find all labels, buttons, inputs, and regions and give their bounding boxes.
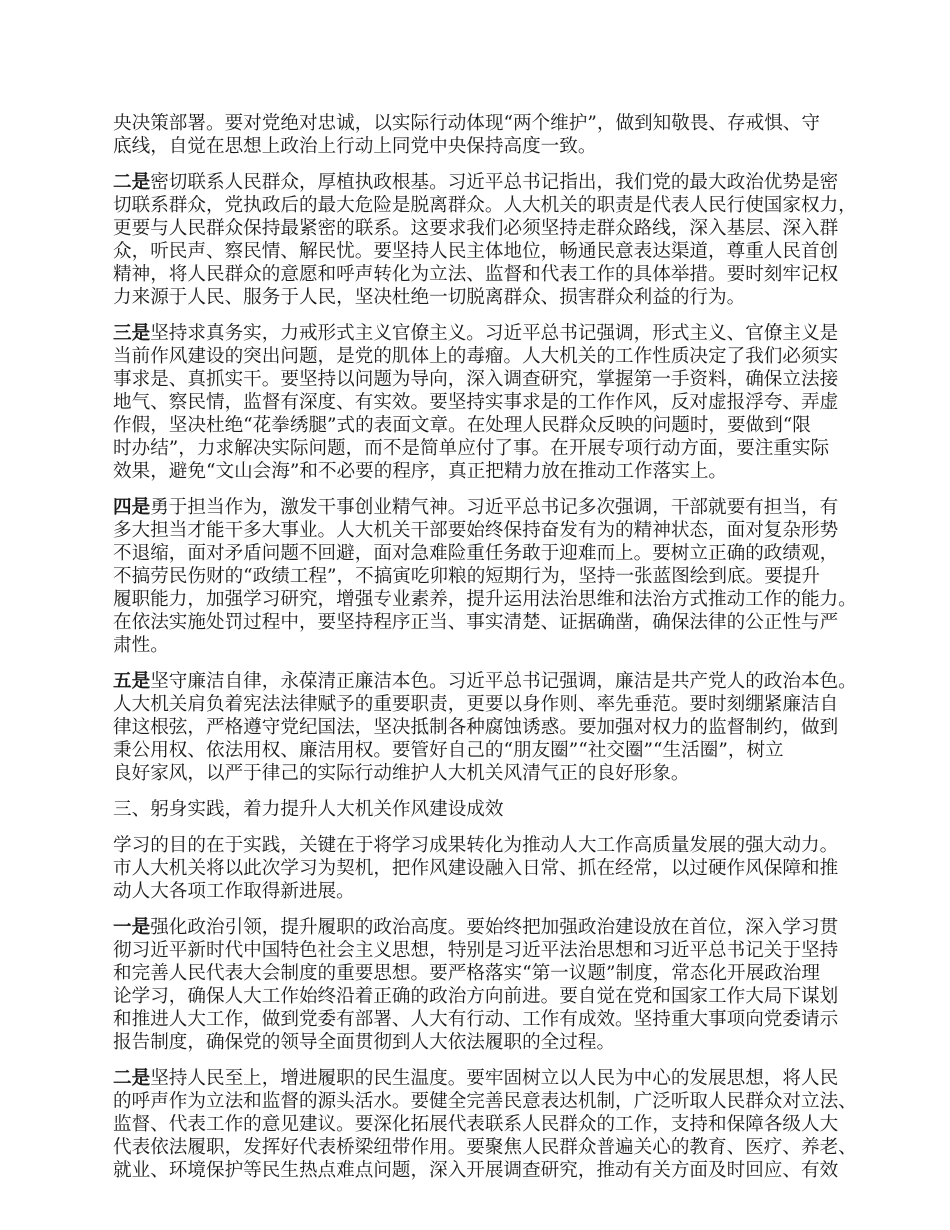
text-line: 就业、环境保护等民生热点难点问题，深入开展调查研究，推动有关方面及时回应、有效 (113, 1160, 839, 1181)
text-line: 作假，坚决杜绝“花拳绣腿”式的表面文章。在处理人民群众反映的问题时，要做到“限 (113, 415, 811, 436)
paragraph-lead: 二是 (113, 172, 151, 193)
text-line: 当前作风建设的突出问题，是党的肌体上的毒瘤。人大机关的工作性质决定了我们必须实 (113, 346, 839, 367)
paragraph-point-three (113, 322, 853, 483)
text-line: 多大担当才能干多大事业。人大机关干部要始终保持奋发有为的精神状态，面对复杂形势 (113, 520, 839, 541)
text-line: 良好家风，以严于律己的实际行动维护人大机关风清气正的良好形象。 (113, 763, 690, 784)
section-heading: 三、躬身实践，着力提升人大机关作风建设成效 (113, 799, 504, 820)
text-line: 力来源于人民、服务于人民，坚决杜绝一切脱离群众、损害群众利益的行为。 (113, 287, 746, 308)
text-line: 事求是、真抓实干。要坚持以问题为导向，深入调查研究，掌握第一手资料，确保立法接 (113, 369, 839, 390)
text-line-content: 坚持求真务实，力戒形式主义官僚主义。习近平总书记强调，形式主义、官僚主义是 (150, 323, 839, 344)
paragraph-lead: 五是 (113, 671, 151, 692)
text-line (113, 322, 853, 345)
text-line: 的呼声作为立法和监督的源头活水。要健全完善民意表达机制，广泛听取人民群众对立法、 (113, 1091, 857, 1112)
paragraph-section-point-one (113, 916, 853, 1054)
text-line: 在依法实施处罚过程中，要坚持程序正当、事实清楚、证据确凿，确保法律的公正性与严 (113, 612, 839, 633)
text-line: 央决策部署。要对党绝对忠诚，以实际行动体现“两个维护”，做到知敬畏、存戒惧、守 (113, 113, 820, 134)
text-line: 精神，将人民群众的意愿和呼声转化为立法、监督和代表工作的具体举措。要时刻牢记权 (113, 264, 839, 285)
text-line-content: 勇于担当作为，激发干事创业精气神。习近平总书记多次强调，干部就要有担当，有 (150, 497, 839, 518)
paragraph-lead: 三是 (113, 323, 151, 344)
text-line: 底线，自觉在思想上政治上行动上同党中央保持高度一致。 (113, 136, 597, 157)
text-line: 更要与人民群众保持最紧密的联系。这要求我们必须坚持走群众路线，深入基层、深入群 (113, 218, 839, 239)
paragraph-lead: 二是 (113, 1068, 151, 1089)
text-line (113, 496, 853, 519)
text-line-content: 坚持人民至上，增进履职的民生温度。要牢固树立以人民为中心的发展思想，将人民 (150, 1068, 839, 1089)
text-line: 秉公用权、依法用权、廉洁用权。要管好自己的“朋友圈”“社交圈”“生活圈”，树立 (113, 740, 784, 761)
text-line: 履职能力，加强学习研究，增强专业素养，提升运用法治思维和法治方式推动工作的能力。 (113, 589, 857, 610)
text-line: 律这根弦，严格遵守党纪国法，坚决抵制各种腐蚀诱惑。要加强对权力的监督制约，做到 (113, 717, 839, 738)
paragraph-point-four (113, 496, 857, 657)
text-line: 学习的目的在于实践，关键在于将学习成果转化为推动人大工作高质量发展的强大动力。 (113, 835, 839, 856)
paragraph-point-two (113, 171, 857, 309)
text-line: 切联系群众，党执政后的最大危险是脱离群众。人大机关的职责是代表人民行使国家权力， (113, 195, 857, 216)
text-line: 不退缩，面对矛盾问题不回避，面对急难险重任务敢于迎难而上。要树立正确的政绩观， (113, 543, 839, 564)
paragraph-lead: 四是 (113, 497, 151, 518)
paragraph-point-five (113, 670, 857, 785)
text-line: 和完善人民代表大会制度的重要思想。要严格落实“第一议题”制度，常态化开展政治理 (113, 963, 820, 984)
document-page (113, 112, 857, 1195)
text-line: 地气、察民情，监督有深度、有实效。要坚持实事求是的工作作风，反对虚报浮夸、弄虚 (113, 392, 839, 413)
paragraph-section-intro (113, 834, 853, 903)
text-line: 彻习近平新时代中国特色社会主义思想，特别是习近平法治思想和习近平总书记关于坚持 (113, 940, 839, 961)
text-line-content: 强化政治引领，提升履职的政治高度。要始终把加强政治建设放在首位，深入学习贯 (150, 917, 839, 938)
text-line: 和推进人大工作，做到党委有部署、人大有行动、工作有成效。坚持重大事项向党委请示 (113, 1009, 839, 1030)
text-line: 市人大机关将以此次学习为契机，把作风建设融入日常、抓在经常，以过硬作风保障和推 (113, 858, 839, 879)
text-line (113, 1067, 853, 1090)
text-line (113, 916, 853, 939)
text-line: 论学习，确保人大工作始终沿着正确的政治方向前进。要自觉在党和国家工作大局下谋划 (113, 986, 839, 1007)
text-line: 效果，避免“文山会海”和不必要的程序，真正把精力放在推动工作落实上。 (113, 461, 728, 482)
text-line: 监督、代表工作的意见建议。要深化拓展代表联系人民群众的工作，支持和保障各级人大 (113, 1114, 839, 1135)
text-line: 动人大各项工作取得新进展。 (113, 881, 355, 902)
paragraph-intro-continuation (113, 112, 853, 158)
text-line: 众，听民声、察民情、解民忧。要坚持人民主体地位，畅通民意表达渠道，尊重人民首创 (113, 241, 839, 262)
text-line: 代表依法履职，发挥好代表桥梁纽带作用。要聚焦人民群众普遍关心的教育、医疗、养老、 (113, 1137, 857, 1158)
text-line-content: 密切联系人民群众，厚植执政根基。习近平总书记指出，我们党的最大政治优势是密 (150, 172, 839, 193)
text-line (113, 670, 857, 693)
text-line: 人大机关肩负着宪法法律赋予的重要职责，更要以身作则、率先垂范。要时刻绷紧廉洁自 (113, 694, 839, 715)
paragraph-lead: 一是 (113, 917, 151, 938)
paragraph-section-point-two (113, 1067, 857, 1182)
text-line (113, 171, 853, 194)
text-line: 肃性。 (113, 635, 169, 656)
text-line: 报告制度，确保党的领导全面贯彻到人大依法履职的全过程。 (113, 1032, 616, 1053)
text-line: 时办结”，力求解决实际问题，而不是简单应付了事。在开展专项行动方面，要注重实际 (113, 438, 830, 459)
text-line-content: 坚守廉洁自律，永葆清正廉洁本色。习近平总书记强调，廉洁是共产党人的政治本色。 (150, 671, 857, 692)
text-line: 不搞劳民伤财的“政绩工程”，不搞寅吃卯粮的短期行为，坚持一张蓝图绘到底。要提升 (113, 566, 820, 587)
